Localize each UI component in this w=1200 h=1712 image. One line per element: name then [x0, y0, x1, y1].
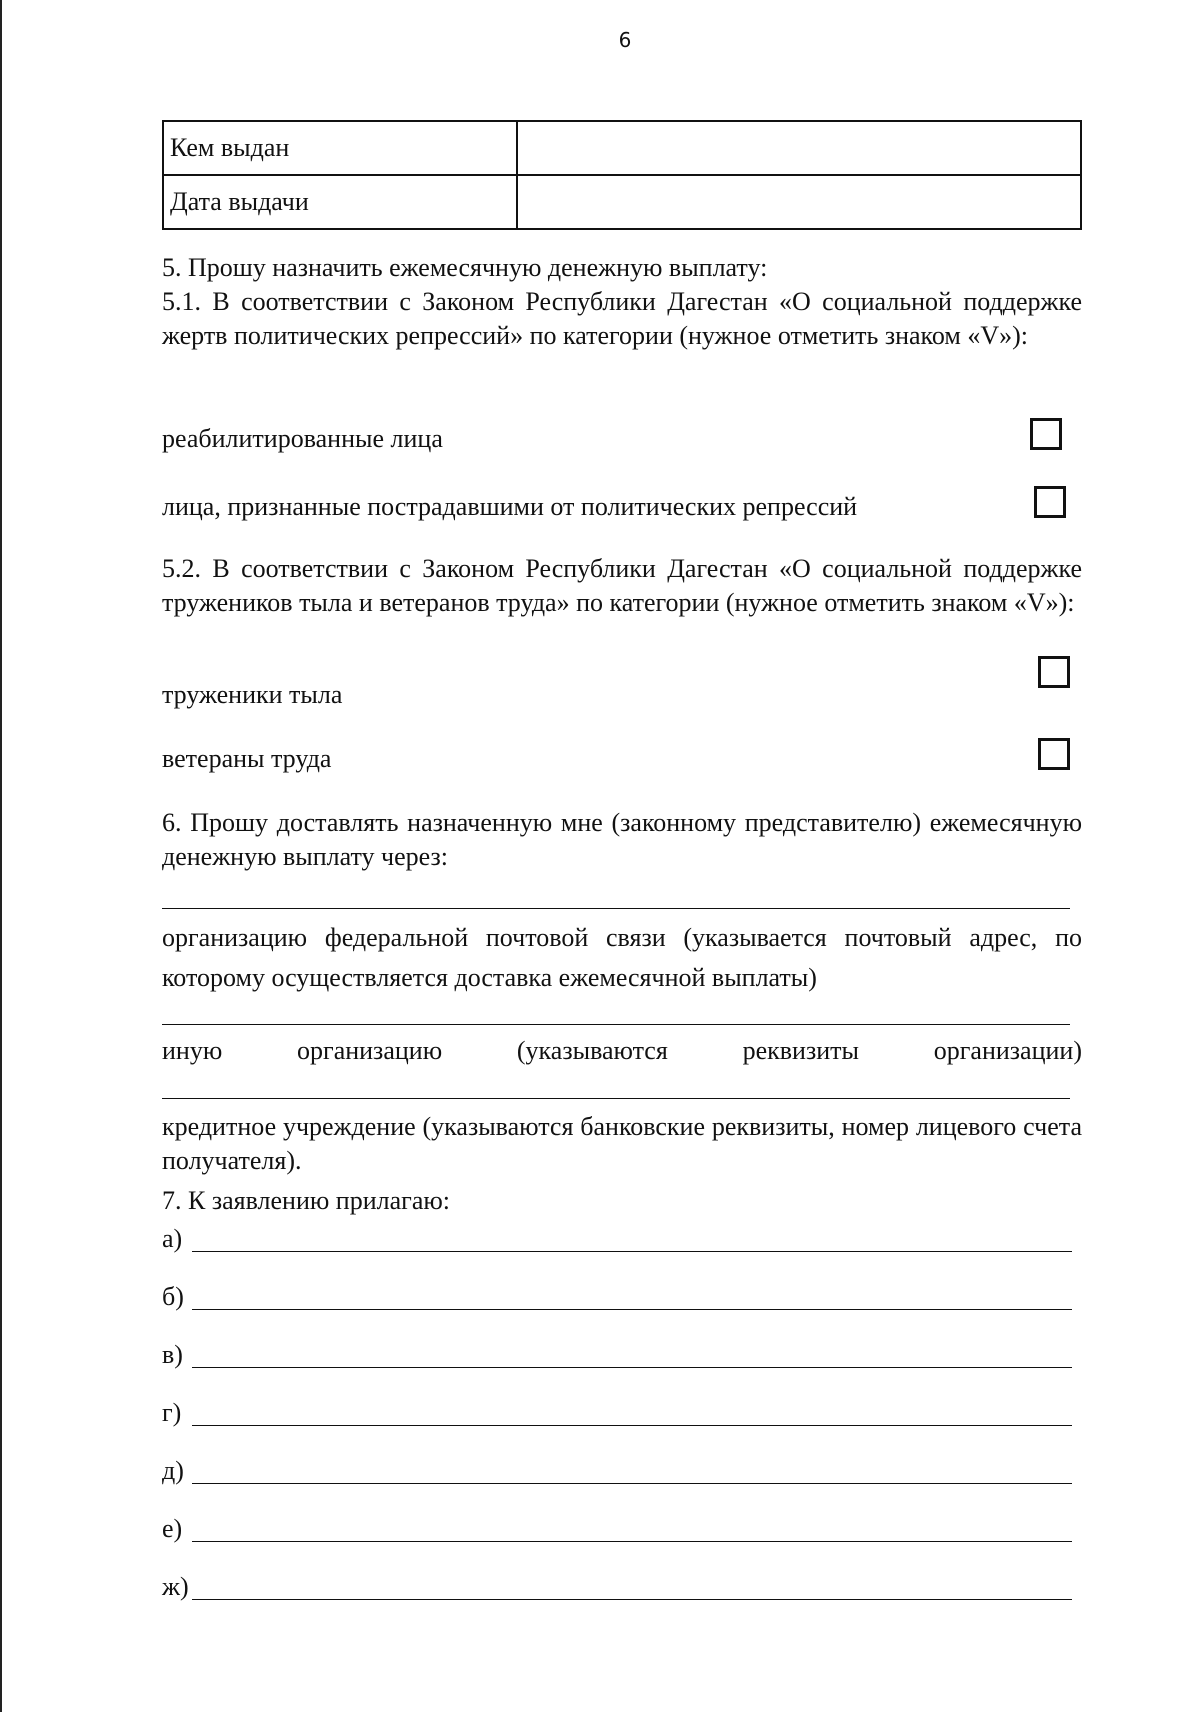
section7-heading: 7. К заявлению прилагаю:	[162, 1186, 451, 1215]
home-front-checkbox[interactable]	[1038, 656, 1070, 688]
bank-line[interactable]	[162, 1098, 1070, 1099]
attachment-line[interactable]	[192, 1599, 1072, 1600]
issuer-table	[162, 120, 1082, 230]
attachment-line[interactable]	[192, 1367, 1072, 1368]
table-row	[163, 121, 1081, 175]
option-rehabilitated-label: реабилитированные лица	[162, 424, 443, 453]
attachment-line[interactable]	[192, 1309, 1072, 1310]
rehabilitated-checkbox[interactable]	[1030, 418, 1062, 450]
other-org-line[interactable]	[162, 1024, 1070, 1025]
option-bank: кредитное учреждение (указываются банковские реквизиты, номер лицевого счета получателя).	[162, 1112, 1082, 1175]
attachment-letter: в)	[162, 1340, 183, 1369]
attachment-row	[162, 1280, 1082, 1316]
attachment-letter: б)	[162, 1282, 184, 1311]
table-row	[163, 175, 1081, 229]
attachment-letter: а)	[162, 1224, 183, 1253]
issue-date-label: Дата выдачи	[163, 175, 517, 229]
postal-line[interactable]	[162, 908, 1070, 909]
victims-checkbox[interactable]	[1034, 486, 1066, 518]
issued-by-field[interactable]	[517, 121, 1081, 175]
option-home-front	[162, 656, 1082, 709]
issued-by-label: Кем выдан	[163, 121, 517, 175]
section51-text: 5.1. В соответствии с Законом Республики Дагестан «О социальной поддержке жертв политических репрессий» по категории (нужное отметить знаком «V»):	[162, 287, 1082, 350]
attachment-row	[162, 1454, 1082, 1490]
option-labour-veterans	[162, 738, 1082, 778]
attachment-line[interactable]	[192, 1425, 1072, 1426]
option-home-front-label: труженики тыла	[162, 680, 343, 709]
attachment-letter: ж)	[162, 1572, 189, 1601]
page-number: 6	[618, 28, 632, 52]
attachment-row	[162, 1222, 1082, 1258]
attachment-line[interactable]	[192, 1483, 1072, 1484]
scan-edge	[0, 0, 2, 1712]
option-victims-label: лица, признанные пострадавшими от политических репрессий	[162, 492, 858, 521]
attachment-letter: г)	[162, 1398, 182, 1427]
option-postal: организацию федеральной почтовой связи (указывается почтовый адрес, по которому осуществляется доставка ежемесячной выплаты)	[162, 923, 1082, 992]
attachment-row	[162, 1570, 1082, 1606]
attachment-row	[162, 1396, 1082, 1432]
section6-text: 6. Прошу доставлять назначенную мне (законному представителю) ежемесячную денежную выплату через:	[162, 808, 1082, 871]
attachment-letter: д)	[162, 1456, 184, 1485]
attachment-line[interactable]	[192, 1541, 1072, 1542]
attachment-letter: е)	[162, 1514, 183, 1543]
labour-veterans-checkbox[interactable]	[1038, 738, 1070, 770]
option-victims	[162, 486, 1082, 526]
issue-date-field[interactable]	[517, 175, 1081, 229]
attachment-line[interactable]	[192, 1251, 1072, 1252]
option-other: иную организацию (указываются реквизиты организации)	[162, 1036, 1082, 1065]
option-labour-veterans-label: ветераны труда	[162, 744, 332, 773]
option-rehabilitated	[162, 418, 1082, 458]
attachment-row	[162, 1512, 1082, 1548]
attachment-row	[162, 1338, 1082, 1374]
section52-text: 5.2. В соответствии с Законом Республики Дагестан «О социальной поддержке тружеников тыла и ветеранов труда» по категории (нужное отметить знаком «V»):	[162, 554, 1082, 617]
section5-heading: 5. Прошу назначить ежемесячную денежную выплату:	[162, 253, 768, 282]
